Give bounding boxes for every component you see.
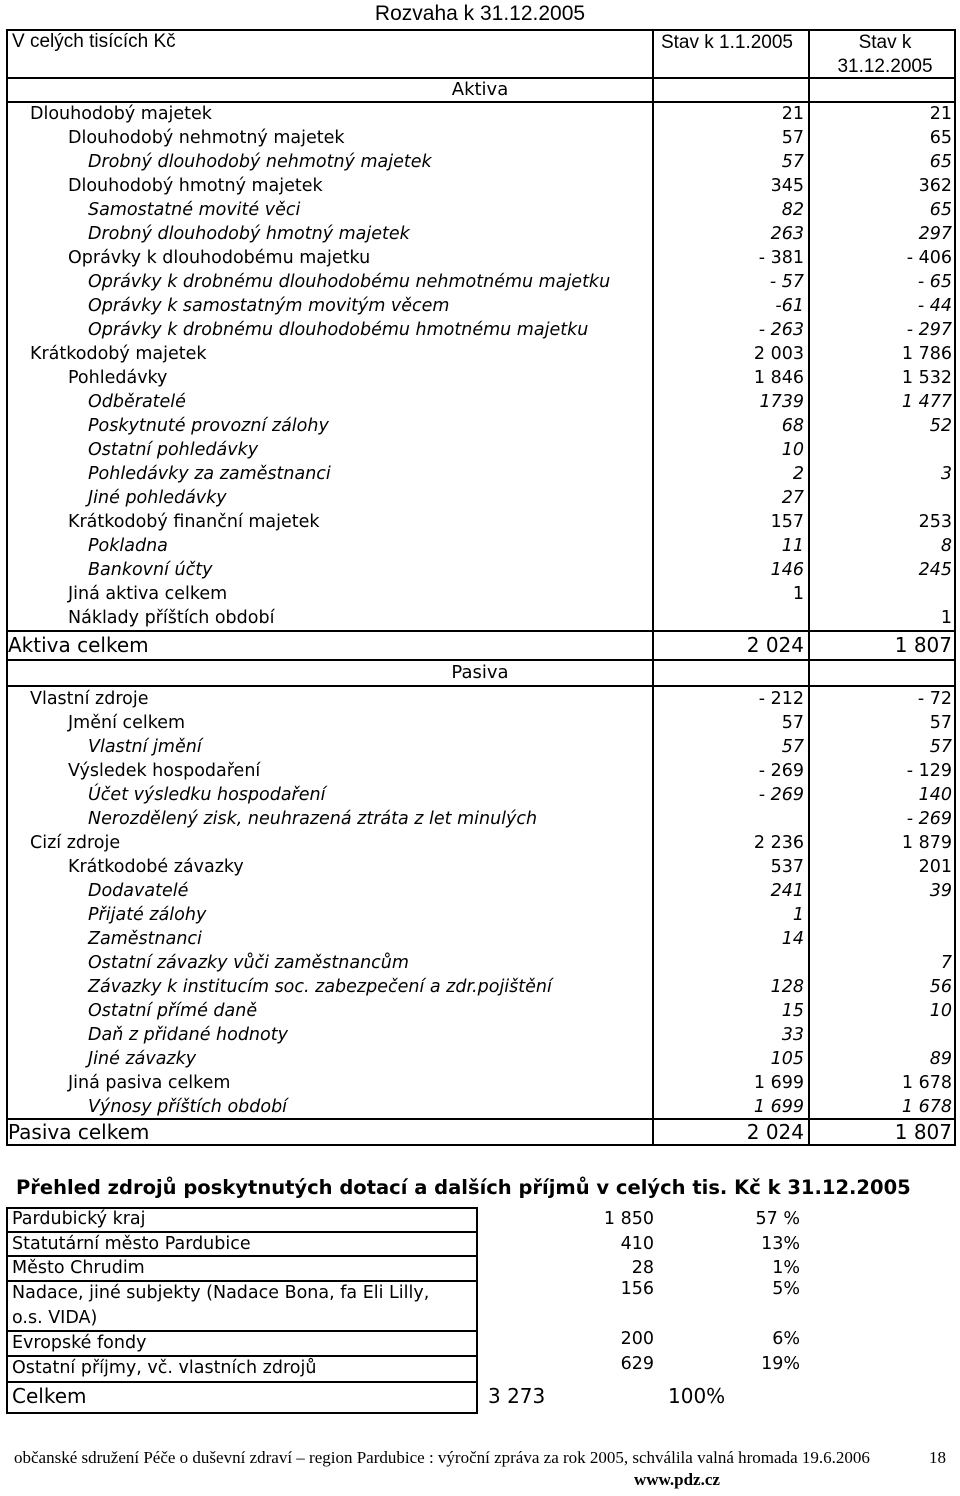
value-start: 2 024: [746, 1120, 804, 1144]
row-label: Účet výsledku hospodaření: [88, 785, 326, 805]
row-label: Krátkodobý majetek: [30, 344, 207, 364]
table-rule: [6, 1280, 478, 1282]
value-start: 15: [781, 1001, 804, 1021]
value-start: 57: [781, 713, 804, 733]
subsidy-percent: 19%: [761, 1354, 800, 1374]
row-label: Krátkodobý finanční majetek: [68, 512, 320, 532]
value-start: 128: [770, 977, 804, 997]
table-rule: [6, 1355, 478, 1357]
value-start: 57: [781, 737, 804, 757]
value-end: 1 477: [901, 392, 952, 412]
value-end: 57: [929, 713, 952, 733]
table-row: [8, 759, 954, 783]
column-header-start: Stav k 1.1.2005: [660, 32, 794, 53]
value-end: 1: [940, 608, 952, 628]
value-start: - 269: [758, 785, 804, 805]
value-start: 2 236: [753, 833, 804, 853]
value-end: 65: [929, 200, 952, 220]
row-label: Drobný dlouhodobý nehmotný majetek: [88, 152, 432, 172]
value-start: 146: [770, 560, 804, 580]
row-label: Výnosy příštích období: [88, 1097, 288, 1117]
value-start: 57: [781, 152, 804, 172]
value-start: 57: [781, 128, 804, 148]
row-label: Jiné pohledávky: [88, 488, 227, 508]
row-label: Dodavatelé: [88, 881, 189, 901]
subsidy-source: Město Chrudim: [12, 1258, 145, 1278]
subsidy-amount: 200: [620, 1329, 654, 1349]
value-end: 1 532: [901, 368, 952, 388]
row-label: Daň z přidané hodnoty: [88, 1025, 288, 1045]
value-start: - 381: [758, 248, 804, 268]
value-end: 245: [918, 560, 952, 580]
value-end: 56: [929, 977, 952, 997]
value-start: 1: [792, 584, 804, 604]
table-row: [8, 975, 954, 999]
table-row: [8, 294, 954, 318]
table-row: [8, 462, 954, 486]
table-rule: [6, 1231, 478, 1233]
table-rule: [6, 630, 956, 632]
row-label: Jmění celkem: [68, 713, 186, 733]
row-label: Závazky k institucím soc. zabezpečení a zdr.pojištění: [88, 977, 552, 997]
subsidy-amount: 156: [620, 1279, 654, 1299]
value-end: - 129: [906, 761, 952, 781]
value-end: - 65: [917, 272, 952, 292]
value-start: 11: [781, 536, 804, 556]
subsidy-source: Nadace, jiné subjekty (Nadace Bona, fa Eli Lilly,: [12, 1283, 430, 1303]
footer-url[interactable]: www.pdz.cz: [634, 1470, 720, 1489]
row-label: Výsledek hospodaření: [68, 761, 261, 781]
value-end: 7: [940, 953, 952, 973]
subsidy-percent: 6%: [772, 1329, 800, 1349]
value-start: 10: [781, 440, 804, 460]
table-row: [8, 582, 954, 606]
subsidy-total-label: Celkem: [12, 1384, 87, 1408]
value-end: 65: [929, 152, 952, 172]
table-row: [8, 366, 954, 390]
table-row: [8, 198, 954, 222]
subsidy-source: Statutární město Pardubice: [12, 1234, 251, 1254]
row-label: Bankovní účty: [88, 560, 213, 580]
subsidy-percent: 5%: [772, 1279, 800, 1299]
subsidy-source: o.s. VIDA): [12, 1308, 98, 1328]
table-row: [8, 927, 954, 951]
table-row: [8, 438, 954, 462]
subsidy-amount: 1 850: [603, 1209, 654, 1229]
table-row: [8, 222, 954, 246]
value-end: 297: [918, 224, 952, 244]
table-row: [8, 855, 954, 879]
value-end: - 406: [906, 248, 952, 268]
value-end: 65: [929, 128, 952, 148]
row-label: Pohledávky za zaměstnanci: [88, 464, 331, 484]
row-label: Krátkodobé závazky: [68, 857, 244, 877]
value-start: 14: [781, 929, 804, 949]
value-end: 140: [918, 785, 952, 805]
units-label: V celých tisících Kč: [12, 31, 176, 52]
value-start: 105: [770, 1049, 804, 1069]
table-row: [8, 510, 954, 534]
row-label: Jiná pasiva celkem: [68, 1073, 231, 1093]
row-label: Aktiva celkem: [8, 633, 149, 657]
table-row: [8, 534, 954, 558]
value-start: 1 699: [753, 1097, 804, 1117]
value-start: 1 846: [753, 368, 804, 388]
row-label: Jiná aktiva celkem: [68, 584, 228, 604]
value-end: 3: [940, 464, 952, 484]
row-label: Nerozdělený zisk, neuhrazená ztráta z let minulých: [88, 809, 538, 829]
section-label: Pasiva: [451, 662, 509, 683]
value-end: - 269: [906, 809, 952, 829]
value-end: 1 879: [901, 833, 952, 853]
subsidy-amount: 28: [631, 1258, 654, 1278]
row-label: Samostatné movité věci: [88, 200, 301, 220]
row-label: Pohledávky: [68, 368, 168, 388]
table-row: [8, 342, 954, 366]
table-row: [8, 807, 954, 831]
value-end: 89: [929, 1049, 952, 1069]
subsidy-percent: 13%: [761, 1234, 800, 1254]
value-start: 345: [770, 176, 804, 196]
table-row: [8, 879, 954, 903]
value-end: 1 678: [901, 1097, 952, 1117]
row-label: Vlastní jmění: [88, 737, 202, 757]
subsidy-percent: 1%: [772, 1258, 800, 1278]
table-row: [8, 711, 954, 735]
row-label: Oprávky k dlouhodobému majetku: [68, 248, 371, 268]
row-label: Pokladna: [88, 536, 168, 556]
value-start: 537: [770, 857, 804, 877]
value-start: 1 699: [753, 1073, 804, 1093]
row-label: Poskytnuté provozní zálohy: [88, 416, 329, 436]
value-start: 21: [781, 104, 804, 124]
row-label: Dlouhodobý nehmotný majetek: [68, 128, 345, 148]
table-row: [8, 150, 954, 174]
value-start: 2: [792, 464, 804, 484]
row-label: Zaměstnanci: [88, 929, 202, 949]
table-rule: [6, 1381, 478, 1383]
value-start: 27: [781, 488, 804, 508]
value-end: 362: [918, 176, 952, 196]
row-label: Oprávky k drobnému dlouhodobému nehmotnému majetku: [88, 272, 611, 292]
row-label: Pasiva celkem: [8, 1120, 150, 1144]
table-row: [8, 1071, 954, 1095]
table-rule: [6, 1330, 478, 1332]
table-row: [8, 126, 954, 150]
value-start: - 269: [758, 761, 804, 781]
subsidy-total-percent: 100%: [668, 1384, 726, 1408]
subsidy-percent: 57 %: [755, 1209, 800, 1229]
table-row: [8, 606, 954, 630]
row-label: Dlouhodobý hmotný majetek: [68, 176, 323, 196]
value-start: 82: [781, 200, 804, 220]
table-row: [8, 486, 954, 510]
row-label: Ostatní závazky vůči zaměstnancům: [88, 953, 409, 973]
value-end: 1 678: [901, 1073, 952, 1093]
table-row: [8, 1023, 954, 1047]
table-row: [8, 1095, 954, 1119]
row-label: Cizí zdroje: [30, 833, 121, 853]
column-header-end: Stav k 31.12.2005: [837, 32, 933, 77]
value-end: - 44: [917, 296, 952, 316]
value-start: 241: [770, 881, 804, 901]
subsidy-total-amount: 3 273: [488, 1384, 546, 1408]
value-end: - 72: [917, 689, 952, 709]
value-end: 1 807: [894, 1120, 952, 1144]
value-start: 1739: [759, 392, 804, 412]
value-end: 10: [929, 1001, 952, 1021]
subsidy-amount: 410: [620, 1234, 654, 1254]
subsidy-amount: 629: [620, 1354, 654, 1374]
value-start: -61: [775, 296, 804, 316]
row-label: Oprávky k samostatným movitým věcem: [88, 296, 450, 316]
table-row: [8, 831, 954, 855]
value-start: - 263: [758, 320, 804, 340]
value-start: 68: [781, 416, 804, 436]
value-start: 2 024: [746, 633, 804, 657]
table-row: [8, 270, 954, 294]
table-row: [8, 903, 954, 927]
value-end: 57: [929, 737, 952, 757]
value-end: 8: [940, 536, 952, 556]
value-end: 1 786: [901, 344, 952, 364]
value-end: 52: [929, 416, 952, 436]
section-label: Aktiva: [451, 79, 509, 100]
value-start: - 57: [769, 272, 804, 292]
table-row: [8, 390, 954, 414]
table-row: [8, 783, 954, 807]
table-row: [8, 1047, 954, 1071]
table-row: [8, 999, 954, 1023]
row-label: Náklady příštích období: [68, 608, 275, 628]
page-title: Rozvaha k 31.12.2005: [374, 2, 586, 25]
table-row: [8, 174, 954, 198]
row-label: Odběratelé: [88, 392, 186, 412]
value-start: 263: [770, 224, 804, 244]
row-label: Ostatní pohledávky: [88, 440, 259, 460]
row-label: Přijaté zálohy: [88, 905, 207, 925]
value-start: 1: [792, 905, 804, 925]
subsidy-source: Pardubický kraj: [12, 1209, 146, 1229]
table-row: [8, 735, 954, 759]
row-label: Dlouhodobý majetek: [30, 104, 212, 124]
table-row: [8, 246, 954, 270]
value-end: 201: [918, 857, 952, 877]
footer-text: občanské sdružení Péče o duševní zdraví – region Pardubice : výroční zpráva za rok 2005, schválila valná hromada 19.6.2006: [14, 1448, 870, 1467]
page-number: 18: [929, 1448, 946, 1467]
table-row: [8, 558, 954, 582]
row-label: Ostatní přímé daně: [88, 1001, 258, 1021]
table-row: [8, 414, 954, 438]
value-end: 21: [929, 104, 952, 124]
table-row: [8, 687, 954, 711]
value-end: 253: [918, 512, 952, 532]
value-start: 2 003: [753, 344, 804, 364]
subsidy-source: Evropské fondy: [12, 1333, 147, 1353]
table-row: [8, 318, 954, 342]
subsidy-title: Přehled zdrojů poskytnutých dotací a dalších příjmů v celých tis. Kč k 31.12.2005: [16, 1176, 911, 1199]
table-rule: [6, 1255, 478, 1257]
value-start: - 212: [758, 689, 804, 709]
value-end: - 297: [906, 320, 952, 340]
table-row: [8, 102, 954, 126]
value-start: 157: [770, 512, 804, 532]
value-end: 1 807: [894, 633, 952, 657]
row-label: Oprávky k drobnému dlouhodobému hmotnému majetku: [88, 320, 589, 340]
table-row: [8, 951, 954, 975]
total-row: [8, 633, 954, 657]
subsidy-source: Ostatní příjmy, vč. vlastních zdrojů: [12, 1358, 317, 1378]
row-label: Drobný dlouhodobý hmotný majetek: [88, 224, 410, 244]
value-end: 39: [929, 881, 952, 901]
row-label: Vlastní zdroje: [30, 689, 149, 709]
value-start: 33: [781, 1025, 804, 1045]
row-label: Jiné závazky: [88, 1049, 197, 1069]
total-row: [8, 1120, 954, 1144]
